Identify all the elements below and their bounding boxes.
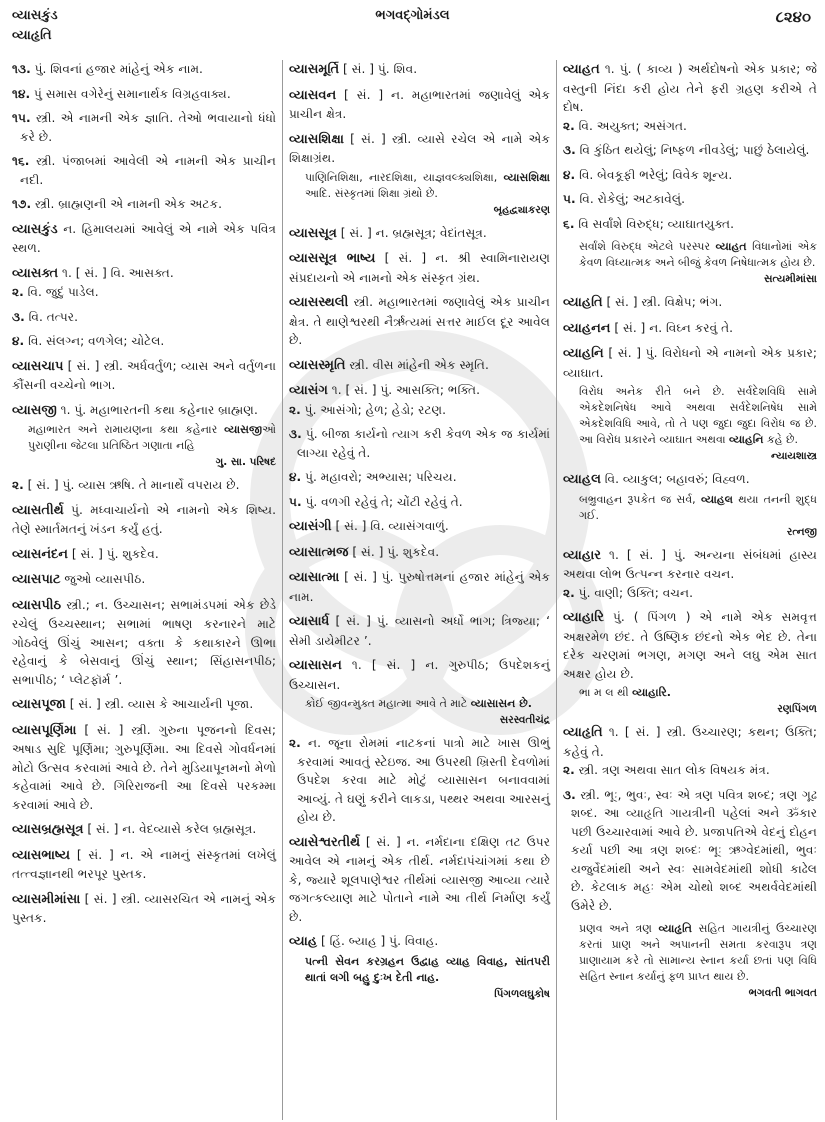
sense-number: ૨. bbox=[563, 585, 575, 600]
definition-text: [ સં. ] પું. શુકદેવ. bbox=[71, 546, 159, 561]
entry-definition bbox=[289, 86, 550, 124]
headword: વ્યાસપૂર્ણિમા bbox=[12, 722, 77, 738]
sense-text: વિ. બેવકૂફી ભરેલું; વિવેક શૂન્ય. bbox=[579, 167, 733, 182]
definition-text: ન. હિમાલયમાં આવેલું એ નામે એક પવિત્ર સ્થળ. bbox=[12, 221, 277, 255]
entry-definition bbox=[563, 546, 817, 584]
sense-number: ૨. bbox=[563, 118, 575, 133]
citation-source: રણપિંગળ bbox=[777, 703, 817, 715]
quote-text: બભ્રુવાહન રૂપકેત જ સર્વ, bbox=[579, 492, 701, 506]
sense-item bbox=[289, 468, 550, 487]
definition-text: [ સં. ] ન. એ નામનું સંસ્કૃતમાં લખેલું તત્ત્વજ્ઞાનથી ભરપૂર પુસ્તક. bbox=[12, 847, 277, 881]
citation-quote bbox=[289, 954, 550, 1002]
sense-number: ૨. bbox=[289, 736, 301, 750]
guide-word-last: વ્યાહૃતિ bbox=[12, 28, 52, 43]
sense-item bbox=[12, 195, 276, 214]
quote-text: ઓ પુરાણીના જેટલા પ્રતિષ્ઠિત ગણાતા નહિ bbox=[28, 423, 276, 452]
entry-definition bbox=[12, 721, 276, 815]
definition-text: સ્ત્રી.; ન. ઉચ્ચાસન; સભામંડપમાં એક છેડે રચેલું ઉચ્ચસ્થાન; સભામાં ભાષણ કરનારને માટે ગોઠવેલું ઊંચું આસન; વક્તા કે કથાકારને ઊભા રહેવાનું કે બેસવાનું ઊંચું સ્થાન; સિંહાસનપીઠ; સભાપીઠ; ‘ પ્લેટફૉર્મ ’. bbox=[12, 597, 277, 687]
definition-text: ૧. [ સં. ] વિ. આસક્ત. bbox=[62, 265, 174, 280]
dictionary-entry bbox=[12, 357, 276, 395]
dictionary-entry bbox=[12, 501, 276, 539]
page-number: ૮૨૪૦ bbox=[775, 8, 811, 26]
sense-text: સ્ત્રી. ભૂઃ, ભુવઃ, સ્વઃ એ ત્રણ પવિત્ર શબ્દ; ત્રણ ગૂઢ શબ્દ. આ વ્યાહૃતિ ગાયત્રીની પહેલાં અને ૐકાર પછી ઉચ્ચારવામાં આવે છે. પ્રજાપતિએ વેદનું દોહન કર્યા પછી આ ત્રણ શબ્દઃ ભૂઃ ઋગ્વેદમાંથી, ભુવઃ યજુર્વેદમાંથી અને સ્વઃ સામવેદમાંથી શોધી કાઢેલ છે. કેટલાક મહઃ એમ ચોથો શબ્દ અથર્વવેદમાંથી ઉમેરે છે. bbox=[571, 787, 817, 913]
entry-definition bbox=[289, 293, 550, 350]
citation-quote bbox=[563, 492, 817, 540]
sense-number: ૪. bbox=[289, 470, 302, 484]
headword: વ્યાસમીમાંસા bbox=[12, 891, 81, 907]
definition-text: [ સં. ] સ્ત્રી. અર્ધવર્તુળ; વ્યાસ અને વર્તુળના કૌંસની વચ્ચેનો ભાગ. bbox=[12, 358, 276, 392]
sense-text: વિ. અયુક્ત; અસંગત. bbox=[578, 118, 687, 133]
citation-quote bbox=[563, 239, 817, 287]
sense-item bbox=[563, 166, 817, 185]
definition-text: [ સં. ] ન. નર્મદાના દક્ષિણ તટ ઉપર આવેલ એ નામનું એક તીર્થ. નર્મદાપંચાંગમાં કથા છે કે, જ્યારે શૂલપાણેશ્વર તીર્થમાં વ્યાસજી આવ્યા ત્યારે જગત્કલ્યાણ માટે પોતાને નામે આ તીર્થ નિર્માણ કર્યું છે. bbox=[289, 834, 550, 924]
entry-definition bbox=[563, 608, 817, 683]
headword: વ્યાસાત્મા bbox=[289, 570, 340, 585]
column-3 bbox=[557, 60, 817, 1120]
dictionary-entry bbox=[12, 596, 276, 690]
citation-quote bbox=[563, 685, 817, 717]
sense-item bbox=[563, 141, 817, 160]
quote-text: સર્વાંશે વિરુદ્ધ એટલે પરસ્પર bbox=[579, 240, 716, 253]
dictionary-entry bbox=[289, 60, 550, 80]
definition-text: [ સં. ] સ્ત્રી. ગુરુના પૂજનનો દિવસ; અષાડ સુદિ પૂર્ણિમા; ગુરુપૂર્ણિમા. આ દિવસે ગોવર્ધનમાં મોટો ઉત્સવ કરવામાં આવે છે. તેને મુડિયાપૂનમનો મેળો કહેવામાં આવે છે. ગિરિરાજની આ દિવસે પરકમ્મા કરવામાં આવે છે. bbox=[12, 722, 277, 812]
quote-text: વિરોધ અનેક રીતે બને છે. સર્વદેશવિધિ સામે એકદેશનિષેધ આવે અથવા સર્વદેશનિષેધ સામે એકદેશવિધિ આવે, તો તે પણ જુદા જુદા વિરોધ જ છે. આ વિરોધ પ્રકારને વ્યાઘાત અથવા bbox=[579, 385, 817, 446]
definition-text: [ સં. ] સ્ત્રી. વિક્ષેપ; ભંગ. bbox=[606, 295, 723, 309]
entry-definition bbox=[563, 293, 817, 313]
sense-text: પું. વળગી રહેવું તે; ચોંટી રહેવું તે. bbox=[305, 494, 463, 509]
headword: વ્યાસસ્થલી bbox=[289, 295, 349, 310]
headword: વ્યાસભાષ્ય bbox=[12, 847, 71, 863]
entry-definition bbox=[289, 932, 550, 952]
sense-item bbox=[563, 584, 817, 603]
dictionary-entry bbox=[12, 401, 276, 495]
headword: વ્યાહનિ bbox=[563, 346, 604, 361]
sense-item bbox=[289, 734, 550, 827]
sense-text: [ સં. ] પું. વ્યાસ ઋષિ. તે માનાર્થે વપરાય છે. bbox=[27, 478, 240, 492]
entry-definition bbox=[289, 249, 550, 287]
citation-source: સત્યમીમાંસા bbox=[764, 273, 817, 285]
dictionary-entry bbox=[289, 932, 550, 1002]
citation-source: બૃહદ્વ્યાકરણ bbox=[493, 203, 550, 216]
sense-item bbox=[12, 476, 276, 495]
entry-definition bbox=[12, 570, 276, 590]
dictionary-entry bbox=[563, 546, 817, 603]
citation-source: ગુ. સા. પરિષદ bbox=[215, 456, 276, 468]
headword: વ્યાસસૂત્ર bbox=[289, 225, 337, 241]
headword: વ્યાસંગી bbox=[289, 519, 332, 534]
quote-text: મહાભારત અને રામાયણના કથા કહેનાર bbox=[28, 423, 225, 436]
dictionary-entry bbox=[563, 608, 817, 717]
headword: વ્યાસપાટ bbox=[12, 572, 61, 587]
headword: વ્યાહ bbox=[289, 934, 318, 949]
definition-text: સ્ત્રી. મહાભારતમાં જણાવેલું એક પ્રાચીન ક્ષેત્ર. તે થાણેશ્વરથી નૈર્ઋત્યમાં સત્તર માઈલ દૂર આવેલ છે. bbox=[289, 295, 551, 347]
definition-text: [ સં. ] પું. વિરોધનો એ નામનો એક પ્રકાર; વ્યાઘાત. bbox=[563, 346, 817, 380]
sense-number: ૧૭. bbox=[12, 197, 32, 211]
headword: વ્યાસવન bbox=[289, 87, 337, 103]
sense-number: ૨. bbox=[12, 285, 24, 299]
sense-item bbox=[12, 308, 276, 327]
sense-text: સ્ત્રી. ત્રણ અથવા સાત લોક વિષયક મંત્ર. bbox=[578, 763, 770, 777]
entry-definition bbox=[12, 501, 276, 539]
quote-highlight: વ્યાહનિ bbox=[729, 433, 764, 446]
entry-definition bbox=[12, 820, 276, 840]
page-header bbox=[0, 0, 825, 58]
sense-number: ૩. bbox=[289, 427, 302, 441]
citation-source: રત્નજી bbox=[786, 525, 817, 538]
headword: વ્યાસસૂત્ર ભાષ્ય bbox=[289, 251, 376, 266]
headword: વ્યાસાસન bbox=[289, 658, 342, 673]
sense-item bbox=[12, 60, 276, 79]
entry-definition bbox=[289, 356, 550, 376]
sense-text: પું સમાસ વગેરેનું સમાનાર્થક વિગ્રહવાક્ય. bbox=[34, 86, 231, 101]
dictionary-entry bbox=[289, 833, 550, 927]
dictionary-entry bbox=[289, 612, 550, 650]
sense-text: વિ સર્વાંશે વિરુદ્ધ; વ્યાઘાતયુક્ત. bbox=[578, 216, 734, 231]
quote-text: આદિ. સંસ્કૃતમાં શિક્ષા ગ્રંથો છે. bbox=[305, 186, 438, 200]
dictionary-entry bbox=[563, 723, 817, 1001]
dictionary-entry bbox=[12, 820, 276, 840]
citation-source: સરસ્વતીચંદ્ર bbox=[499, 714, 550, 726]
headword: વ્યાસસ્મૃતિ bbox=[289, 357, 346, 373]
headword: વ્યાસપીઠ bbox=[12, 597, 62, 613]
entry-definition bbox=[289, 60, 550, 80]
headword: વ્યાહલ bbox=[563, 472, 601, 487]
definition-text: [ સં. ] સ્ત્રી. વ્યાસે રચેલ એ નામે એક શિક્ષાગ્રંથ. bbox=[289, 131, 550, 165]
definition-text: [ સં. ] ન. મહાભારતમાં જણાવેલું એક પ્રાચીન ક્ષેત્ર. bbox=[289, 87, 551, 121]
dictionary-entry bbox=[289, 517, 550, 537]
dictionary-entry bbox=[12, 264, 276, 351]
dictionary-entry bbox=[289, 130, 550, 218]
sense-text: વિ. જુદું પાડેલ. bbox=[27, 285, 99, 299]
sense-text: સ્ત્રી. એ નામની એક જ્ઞાતિ. તેઓ ભવાયાનો ધંધો કરે છે. bbox=[20, 111, 277, 144]
quote-highlight: વ્યાસશિક્ષા bbox=[503, 170, 550, 184]
definition-text: ૧. પું. મહાભારતની કથા કહેનાર બ્રાહ્મણ. bbox=[60, 402, 258, 417]
citation-quote bbox=[12, 422, 276, 470]
sense-number: ૧૩. bbox=[12, 62, 31, 76]
dictionary-entry bbox=[563, 293, 817, 313]
citation-quote bbox=[289, 170, 550, 218]
dictionary-entry bbox=[289, 381, 550, 511]
definition-text: [ સં. ] પું. પુરુષોત્તમનાં હજાર માંહેનું એક નામ. bbox=[289, 570, 550, 604]
quote-text: ભા મ લ થી bbox=[579, 686, 633, 699]
entry-definition bbox=[563, 60, 817, 117]
entry-definition bbox=[289, 612, 550, 650]
dictionary-entry bbox=[12, 545, 276, 565]
quote-highlight: વ્યાહારિ. bbox=[632, 686, 671, 699]
headword: વ્યાસાર્ધ bbox=[289, 614, 330, 629]
dictionary-entry bbox=[289, 356, 550, 376]
dictionary-entry bbox=[12, 846, 276, 884]
sense-item bbox=[563, 786, 817, 916]
quote-text: સહિત ગાયત્રીનું ઉચ્ચારણ કરતાં પ્રાણ અને અપાનની સમતા કરવારૂપ ત્રણ પ્રાણાયામ કરે તો સામાન્ય સ્નાન કર્યા છતાં પણ વિધિ સહિત સ્નાન કર્યાનું ફળ પ્રાપ્ત થાય છે. bbox=[579, 922, 817, 983]
headword: વ્યાસચાપ bbox=[12, 358, 64, 374]
sense-item bbox=[289, 493, 550, 512]
quote-highlight: વ્યાસજી bbox=[224, 423, 262, 436]
sense-item bbox=[289, 401, 550, 420]
sense-item bbox=[289, 425, 550, 462]
headword: વ્યાસેશ્વરતીર્થ bbox=[289, 834, 361, 850]
sense-item bbox=[563, 761, 817, 780]
entry-definition bbox=[289, 656, 550, 694]
headword: વ્યાસંગ bbox=[289, 383, 328, 398]
citation-quote bbox=[563, 921, 817, 1001]
sense-text: ન. જૂના રોમમાં નાટકનાં પાત્રો માટે ખાસ ઊભું કરવામાં આવતું સ્ટેઇજ. આ ઉપરથી ખ્રિસ્તી દેવળોમાં ઉપદેશ કરવા માટે મોટું વ્યાસાસન બનાવવામાં આવ્યું. તે ઘણું કરીને લાકડા, પથ્થર અથવા આરસનું હોય છે. bbox=[297, 736, 551, 824]
definition-text: જુઓ વ્યાસપીઠ. bbox=[64, 572, 146, 586]
sense-number: ૪. bbox=[12, 334, 25, 348]
sense-number: ૨. bbox=[289, 402, 301, 417]
entry-definition bbox=[12, 846, 276, 884]
headword: વ્યાસનંદન bbox=[12, 546, 68, 562]
headword: વ્યાસપૂજા bbox=[12, 697, 66, 712]
sense-text: વિ કુંઠિત થયેલું; નિષ્ફળ નીવડેલું; પાછું ઠેલાયેલું. bbox=[579, 143, 810, 157]
entry-definition bbox=[12, 264, 276, 284]
sense-text: પું. વાણી; ઉક્તિ; વચન. bbox=[578, 585, 694, 600]
entry-definition bbox=[12, 220, 276, 258]
definition-text: પું. ( પિંગળ ) એ નામે એક સમવૃત્ત અક્ષરમેળ છંદ. તે ઉષ્ણિક છંદનો એક ભેદ છે. તેના દરેક ચરણમાં ભગણ, મગણ અને લઘુ એમ સાત અક્ષર હોય છે. bbox=[563, 610, 817, 681]
dictionary-entry bbox=[289, 543, 550, 563]
sense-number: ૩. bbox=[563, 787, 576, 802]
headword: વ્યાસતીર્થ bbox=[12, 502, 64, 518]
definition-text: ૧. [ સં. ] ન. ગુરુપીઠ; ઉપદેશકનું ઉચ્ચાસન. bbox=[289, 658, 550, 692]
definition-text: [ સં. ] સ્ત્રી. વ્યાસ કે આચાર્યની પૂજા. bbox=[69, 697, 254, 711]
sense-text: પું. મહાવરો; અભ્યાસ; પરિચય. bbox=[305, 470, 457, 484]
entry-definition bbox=[563, 319, 817, 339]
headword: વ્યાસબ્રહ્મસૂત્ર bbox=[12, 822, 84, 837]
sense-text: પું. શિવનાં હજાર માંહેનું એક નામ. bbox=[34, 62, 203, 76]
entry-definition bbox=[289, 130, 550, 168]
quote-highlight: વ્યાસાસન છે. bbox=[470, 697, 532, 710]
sense-number: ૪. bbox=[563, 167, 576, 182]
entry-definition bbox=[289, 833, 550, 927]
entry-definition bbox=[289, 381, 550, 401]
entry-definition bbox=[563, 723, 817, 761]
sense-number: ૧૫. bbox=[12, 111, 31, 125]
definition-text: [ સં. ] ન. શ્રી સ્વામિનારાયણ સંપ્રદાયનો એ નામનો એક સંસ્કૃત ગ્રંથ. bbox=[289, 251, 551, 285]
sense-text: વિ. તત્પર. bbox=[28, 309, 78, 324]
headword: વ્યાસમૂર્તિ bbox=[289, 62, 340, 77]
headword: વ્યાસક્ત bbox=[12, 265, 59, 281]
sense-number: ૬. bbox=[563, 216, 575, 231]
dictionary-entry bbox=[289, 568, 550, 606]
headword: વ્યાસાત્મજ bbox=[289, 544, 349, 560]
definition-text: [ સં. ] ન. વેદવ્યાસે કરેલ બ્રહ્મસૂત્ર. bbox=[87, 822, 257, 836]
sense-text: સ્ત્રી. પંજાબમાં આવેલી એ નામની એક પ્રાચીન નદી. bbox=[20, 154, 277, 187]
citation-quote bbox=[289, 696, 550, 728]
sense-item bbox=[12, 109, 276, 146]
sense-number: ૩. bbox=[563, 143, 576, 157]
dictionary-entry bbox=[563, 319, 817, 339]
sense-text: વિ. રોકેલું; અટકાવેલું. bbox=[579, 192, 685, 206]
dictionary-entry bbox=[12, 220, 276, 258]
guide-word-first: વ્યાસકુંડ bbox=[12, 8, 58, 23]
definition-text: [ સં. ] ન. બ્રહ્મસૂત્ર; વેદાંતસૂત્ર. bbox=[340, 225, 487, 240]
quote-highlight: વ્યાહૃતિ bbox=[658, 922, 692, 935]
quote-highlight: વ્યાહત bbox=[715, 240, 747, 253]
definition-text: [ સં. ] પું. શિવ. bbox=[342, 62, 418, 76]
citation-quote bbox=[563, 384, 817, 464]
entry-definition bbox=[289, 517, 550, 537]
entry-definition bbox=[12, 695, 276, 715]
quote-text: કહે છે. bbox=[763, 433, 799, 446]
definition-text: પું. મધ્વાચાર્યનો એ નામનો એક શિષ્ય. તેણે સ્માર્તમતનું ખંડન કર્યું હતું. bbox=[12, 502, 276, 536]
dictionary-entry bbox=[12, 60, 276, 214]
entry-definition bbox=[12, 401, 276, 421]
dictionary-columns bbox=[12, 60, 817, 1120]
quote-text: થયા તનની શુદ્ધ ગઈ. bbox=[579, 492, 817, 522]
quote-text: વિધાનોમાં એક કેવળ વિધ્યાત્મક અને બીજું કેવળ નિષેધાત્મક હોય છે. bbox=[579, 240, 817, 269]
quote-text: પાણિનિશિક્ષા, નારદશિક્ષા, યાજ્ઞવલ્ક્યશિક્ષા, bbox=[305, 170, 504, 184]
headword: વ્યાસશિક્ષા bbox=[289, 131, 344, 147]
sense-number: ૫. bbox=[289, 494, 302, 509]
dictionary-entry bbox=[12, 695, 276, 715]
sense-text: પું. આસંગો; હેળ; હેડો; રટણ. bbox=[304, 402, 447, 417]
entry-definition bbox=[563, 470, 817, 490]
citation-source: પિંગળલઘુકોષ bbox=[494, 987, 550, 1000]
headword: વ્યાહૃતિ bbox=[563, 725, 603, 740]
definition-text: ૧. [ સં. ] પું. આસક્તિ; ભક્તિ. bbox=[331, 383, 480, 397]
column-2 bbox=[282, 60, 557, 1120]
definition-text: [ સં. ] વિ. વ્યાસંગવાળું. bbox=[335, 519, 449, 533]
running-title: ભગવદ્ગોમંડલ bbox=[375, 8, 450, 23]
citation-source: ન્યાયશાસ્ત્ર bbox=[770, 450, 817, 462]
entry-definition bbox=[12, 357, 276, 395]
sense-text: વિ. સંલગ્ન; વળગેલ; ચોટેલ. bbox=[28, 334, 165, 348]
definition-text: ૧. [ સં. ] સ્ત્રી. ઉચ્ચારણ; કથન; ઉક્તિ; કહેવું તે. bbox=[563, 725, 818, 759]
sense-item bbox=[12, 332, 276, 351]
headword: વ્યાહતિ bbox=[563, 295, 603, 310]
dictionary-entry bbox=[289, 86, 550, 124]
dictionary-entry bbox=[289, 224, 550, 244]
definition-text: [ સં. ] ન. વિઘ્ન કરવું તે. bbox=[614, 320, 734, 335]
entry-definition bbox=[563, 344, 817, 382]
quote-highlight: પત્ની સેવન કરગ્રહન ઉદ્વાહ વ્યાહ વિવાહ, સાંતપરી થાતાં લગી બહુ દુઃખ દેતી નાહ. bbox=[305, 954, 550, 984]
sense-item bbox=[12, 152, 276, 189]
definition-text: [ સં. ] સ્ત્રી. વ્યાસરચિત એ નામનું એક પુસ્તક. bbox=[12, 891, 276, 925]
entry-definition bbox=[12, 890, 276, 928]
entry-definition bbox=[289, 224, 550, 244]
quote-text: કોઈ જીવન્મુક્ત મહાત્મા આવે તે માટે bbox=[305, 697, 471, 710]
entry-definition bbox=[12, 545, 276, 565]
definition-text: વિ. વ્યાકુલ; બહાવરું; વિહ્વળ. bbox=[604, 472, 750, 486]
sense-item bbox=[12, 283, 276, 302]
definition-text: [ સં. ] પું. શુકદેવ. bbox=[352, 544, 440, 559]
definition-text: [ હિં. બ્યાહ ] પું. વિવાહ. bbox=[320, 934, 439, 948]
sense-text: પું. બીજા કાર્યનો ત્યાગ કરી કેવળ એક જ કાર્યમાં લાગ્યા રહેવું તે. bbox=[297, 427, 550, 460]
dictionary-entry bbox=[563, 470, 817, 540]
definition-text: ૧. પું. ( કાવ્ય ) અર્થદોષનો એક પ્રકાર; જે વસ્તુની નિંદા કરી હોય તેને ફરી ગ્રહણ કરીએ તે દોષ. bbox=[563, 62, 818, 114]
definition-text: [ સં. ] પું. વ્યાસનો અર્ધો ભાગ; ત્રિજ્યા; ‘ સેમી ડાયેમીટર ’. bbox=[289, 614, 550, 648]
definition-text: સ્ત્રી. વીસ માંહેની એક સ્મૃતિ. bbox=[349, 357, 489, 372]
dictionary-entry bbox=[563, 60, 817, 287]
dictionary-entry bbox=[563, 344, 817, 464]
sense-item bbox=[563, 117, 817, 136]
sense-number: ૧૬. bbox=[12, 154, 30, 168]
sense-item bbox=[563, 215, 817, 234]
sense-item bbox=[563, 190, 817, 209]
entry-definition bbox=[12, 596, 276, 690]
quote-highlight: વ્યાહલ bbox=[700, 492, 734, 506]
dictionary-entry bbox=[289, 249, 550, 287]
sense-number: ૧૪. bbox=[12, 86, 31, 101]
sense-text: સ્ત્રી. બ્રાહ્મણની એ નામની એક અટક. bbox=[34, 197, 223, 211]
dictionary-entry bbox=[12, 721, 276, 815]
citation-source: ભગવતી ભાગવત bbox=[748, 987, 817, 999]
sense-item bbox=[12, 85, 276, 104]
headword: વ્યાહારિ bbox=[563, 610, 604, 625]
sense-number: ૨. bbox=[563, 763, 575, 777]
quote-text: પ્રણવ અને ત્રણ bbox=[579, 922, 659, 935]
headword: વ્યાહાર bbox=[563, 547, 601, 563]
sense-number: ૨. bbox=[12, 478, 24, 492]
entry-definition bbox=[289, 543, 550, 563]
dictionary-entry bbox=[12, 570, 276, 590]
entry-definition bbox=[289, 568, 550, 606]
dictionary-entry bbox=[289, 656, 550, 827]
dictionary-entry bbox=[12, 890, 276, 928]
dictionary-entry bbox=[289, 293, 550, 350]
headword: વ્યાસજી bbox=[12, 402, 57, 418]
headword: વ્યાહનન bbox=[563, 320, 611, 336]
column-1 bbox=[12, 60, 282, 1120]
definition-text: ૧. [ સં. ] પું. અન્યના સંબંધમાં હાસ્ય અથવા લોભ ઉત્પન્ન કરનાર વચન. bbox=[563, 547, 818, 581]
sense-number: ૩. bbox=[12, 309, 25, 324]
headword: વ્યાહત bbox=[563, 62, 600, 77]
headword: વ્યાસકુંડ bbox=[12, 221, 58, 237]
sense-number: ૫. bbox=[563, 192, 576, 206]
